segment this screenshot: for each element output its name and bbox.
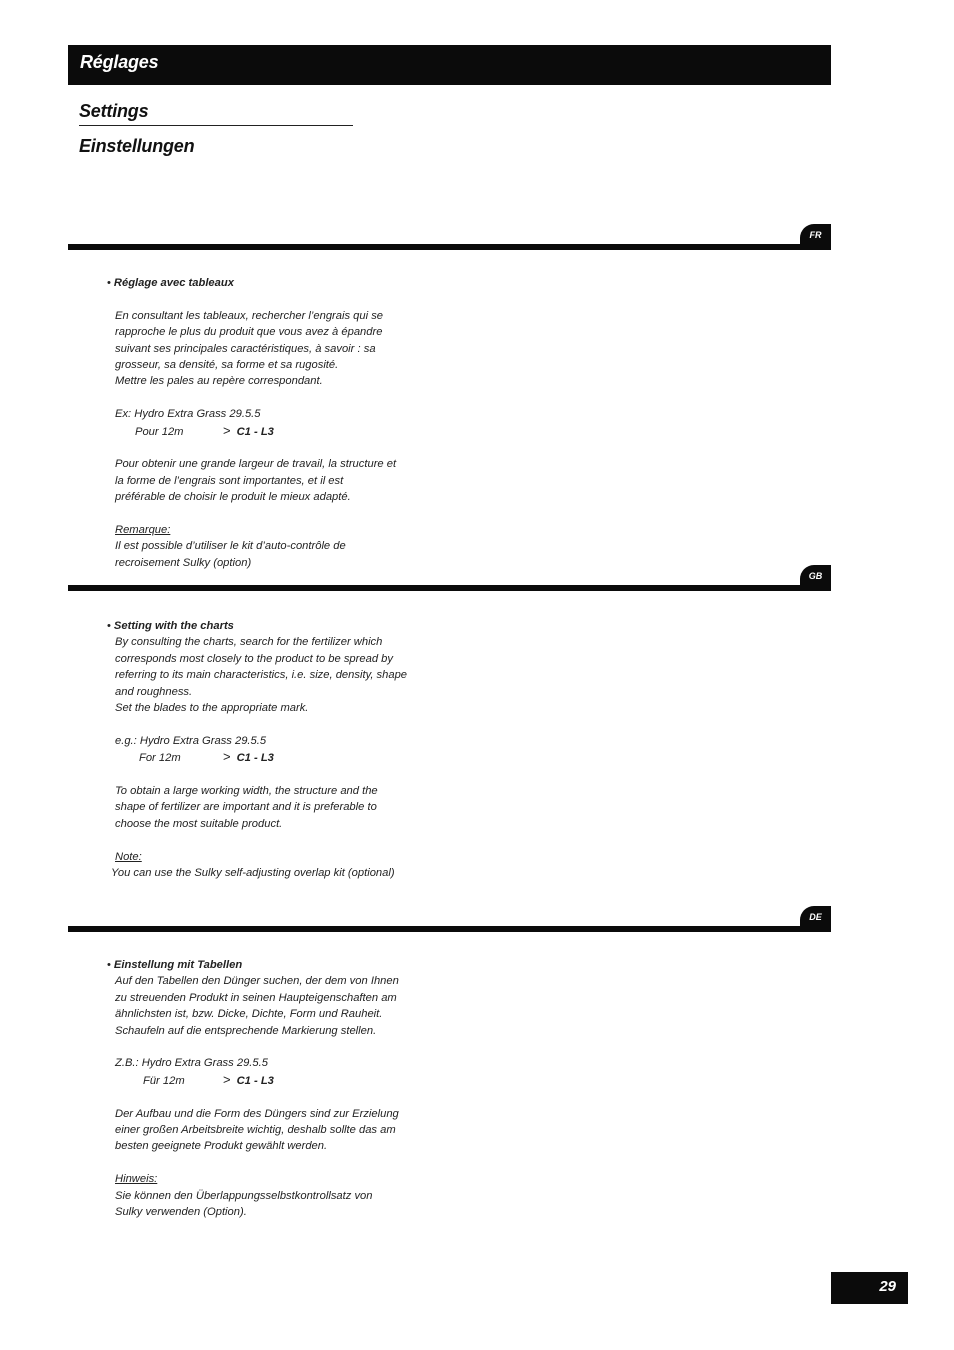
text-line: zu streuenden Produkt in seinen Haupteigenschaften am xyxy=(115,991,397,1004)
text-line: grosseur, sa densité, sa forme et sa rugosité. xyxy=(115,359,339,372)
text-line: To obtain a large working width, the structure and the xyxy=(115,785,378,798)
text-line: rapproche le plus du produit que vous avez à épandre xyxy=(115,326,383,339)
bullet-icon: • xyxy=(107,959,111,971)
section-heading: Setting with the charts xyxy=(113,620,234,632)
lang-badge-de: DE xyxy=(800,906,831,931)
text-line: préférable de choisir le produit le mieux adapté. xyxy=(115,491,351,504)
lang-badge-fr: FR xyxy=(800,224,831,249)
section-heading: Réglage avec tableaux xyxy=(113,277,234,289)
section-gb xyxy=(107,618,417,881)
section-heading: Einstellung mit Tabellen xyxy=(113,959,243,971)
text-line: suivant ses principales caractéristiques, à savoir : sa xyxy=(115,342,376,355)
text-line: corresponds most closely to the product to be spread by xyxy=(115,652,393,665)
example-label: Ex: Hydro Extra Grass 29.5.5 xyxy=(115,408,261,421)
bullet-icon: • xyxy=(107,277,111,289)
text-line: Pour obtenir une grande largeur de travail, la structure et xyxy=(115,458,397,471)
text-line: Schaufeln auf die entsprechende Markierung stellen. xyxy=(115,1024,377,1037)
example-code: C1 - L3 xyxy=(236,1074,274,1087)
section-rule-de xyxy=(68,926,831,932)
remark-block xyxy=(107,849,417,882)
section-rule-fr xyxy=(68,244,831,250)
text-line: shape of fertilizer are important and it is preferable to xyxy=(115,801,377,814)
arrow-icon: > xyxy=(223,422,231,438)
example-block xyxy=(107,1055,417,1089)
subtitle-einstellungen: Einstellungen xyxy=(79,136,195,156)
example-block xyxy=(107,733,417,767)
example-code: C1 - L3 xyxy=(236,425,274,438)
bullet-icon: • xyxy=(107,620,111,632)
text-line: and roughness. xyxy=(115,685,193,698)
header-bar xyxy=(68,45,831,85)
example-block xyxy=(107,406,417,440)
text-line: You can use the Sulky self-adjusting overlap kit (optional) xyxy=(111,867,395,880)
example-width: For 12m xyxy=(139,752,181,765)
example-label: e.g.: Hydro Extra Grass 29.5.5 xyxy=(115,734,267,747)
text-line: recroisement Sulky (option) xyxy=(115,556,252,569)
remark-label: Note: xyxy=(115,850,142,863)
page-title: Réglages xyxy=(80,52,159,72)
section-intro xyxy=(107,308,417,390)
remark-label: Hinweis: xyxy=(115,1173,158,1186)
subtitle-settings: Settings xyxy=(79,101,149,121)
page-number: 29 xyxy=(879,1278,896,1295)
subtitle-underline xyxy=(79,125,353,126)
arrow-icon: > xyxy=(223,749,231,765)
section-rule-gb xyxy=(68,585,831,591)
note-paragraph xyxy=(107,783,417,832)
text-line: einer großen Arbeitsbreite wichtig, deshalb sollte das am xyxy=(115,1124,396,1137)
text-line: By consulting the charts, search for the fertilizer which xyxy=(115,636,383,649)
text-line: En consultant les tableaux, rechercher l’engrais qui se xyxy=(115,309,384,322)
example-width: Pour 12m xyxy=(135,425,184,438)
page-number-box xyxy=(831,1272,908,1304)
text-line: Sulky verwenden (Option). xyxy=(115,1206,247,1219)
text-line: besten geeignete Produkt gewählt werden. xyxy=(115,1140,328,1153)
section-de xyxy=(107,957,417,1220)
text-line: Sie können den Überlappungsselbstkontrollsatz von xyxy=(115,1189,373,1202)
text-line: choose the most suitable product. xyxy=(115,817,283,830)
arrow-icon: > xyxy=(223,1071,231,1087)
text-line: Set the blades to the appropriate mark. xyxy=(115,702,309,715)
text-line: ähnlichsten ist, bzw. Dicke, Dichte, Form und Rauheit. xyxy=(115,1008,383,1021)
text-line: Der Aufbau und die Form des Düngers sind zur Erzielung xyxy=(115,1107,399,1120)
text-line: Auf den Tabellen den Dünger suchen, der dem von Ihnen xyxy=(115,975,399,988)
note-paragraph xyxy=(107,456,417,505)
lang-badge-gb: GB xyxy=(800,565,831,590)
note-paragraph xyxy=(107,1106,417,1155)
text-line: Il est possible d’utiliser le kit d’auto-contrôle de xyxy=(115,540,346,553)
example-width: Für 12m xyxy=(143,1074,185,1087)
section-intro xyxy=(107,634,417,716)
text-line: referring to its main characteristics, i.e. size, density, shape xyxy=(115,669,408,682)
text-line: la forme de l’engrais sont importantes, et il est xyxy=(115,474,344,487)
section-fr xyxy=(107,275,417,571)
remark-block xyxy=(107,1171,417,1220)
example-label: Z.B.: Hydro Extra Grass 29.5.5 xyxy=(115,1057,268,1070)
text-line: Mettre les pales au repère correspondant. xyxy=(115,375,323,388)
remark-block xyxy=(107,522,417,571)
remark-label: Remarque: xyxy=(115,524,171,537)
section-intro xyxy=(107,973,417,1039)
example-code: C1 - L3 xyxy=(236,752,274,765)
